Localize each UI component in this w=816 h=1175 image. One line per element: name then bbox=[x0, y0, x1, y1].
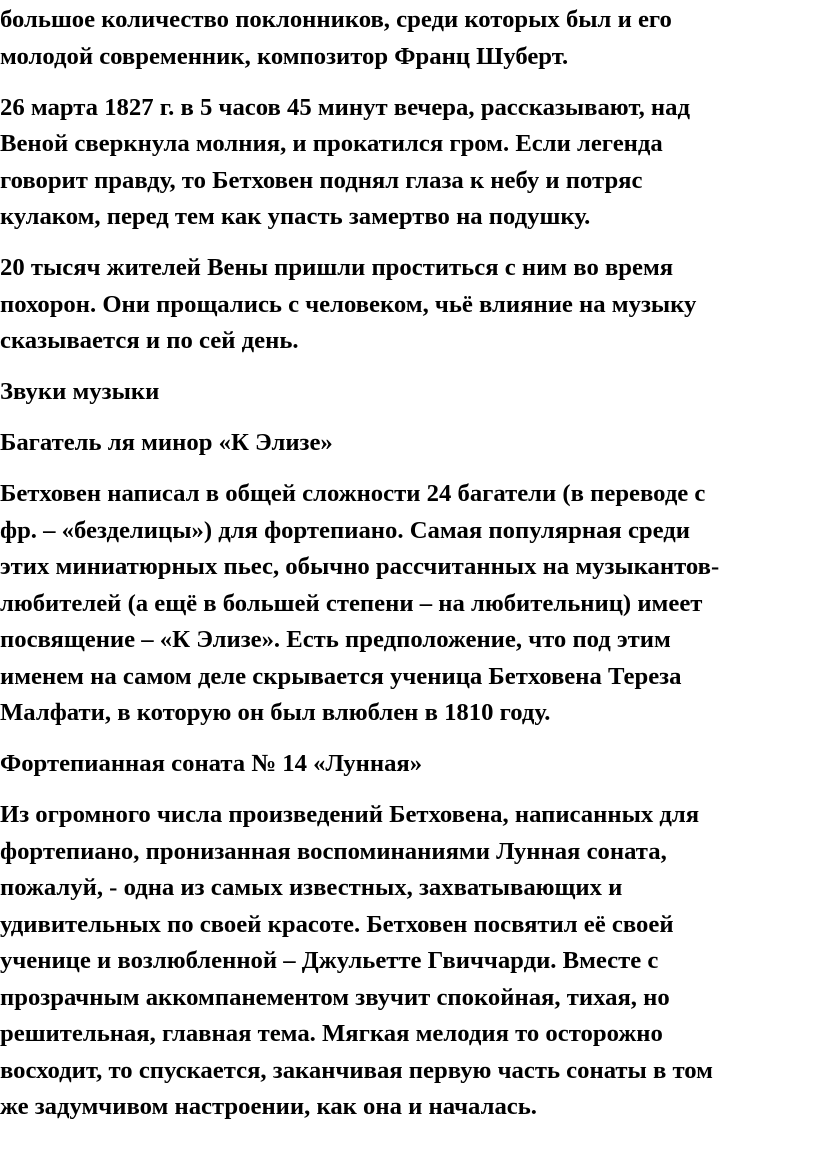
text-line: восходит, то спускается, заканчивая первую часть сонаты в том bbox=[0, 1056, 713, 1084]
document-body bbox=[0, 2, 816, 1126]
text-line: 20 тысяч жителей Вены пришли проститься с ним во время bbox=[0, 254, 674, 281]
text-line: сказывается и по сей день. bbox=[0, 327, 299, 354]
text-line: фортепиано, пронизанная воспоминаниями Лунная соната, bbox=[0, 837, 667, 865]
subheading-fur-elise bbox=[0, 425, 816, 462]
text-line: Малфати, в которую он был влюблен в 1810 году. bbox=[0, 699, 551, 726]
text-line: удивительных по своей красоте. Бетховен посвятил её своей bbox=[0, 910, 674, 938]
text-line: посвящение – «К Элизе». Есть предположение, что под этим bbox=[0, 626, 671, 653]
text-line: говорит правду, то Бетховен поднял глаза к небу и потряс bbox=[0, 166, 643, 194]
text-line: решительная, главная тема. Мягкая мелодия то осторожно bbox=[0, 1020, 663, 1047]
text-line: пожалуй, - одна из самых известных, захватывающих и bbox=[0, 874, 623, 901]
text-line: кулаком, перед тем как упасть замертво на подушку. bbox=[0, 203, 591, 230]
text-line: прозрачным аккомпанементом звучит спокойная, тихая, но bbox=[0, 983, 670, 1011]
text-line: любителей (а ещё в большей степени – на любительниц) имеет bbox=[0, 589, 703, 617]
text-line: Веной сверкнула молния, и прокатился гром. Если легенда bbox=[0, 130, 663, 157]
paragraph-intro-end bbox=[0, 2, 816, 75]
paragraph-bagatelles bbox=[0, 476, 816, 732]
subheading-moonlight-sonata bbox=[0, 746, 816, 783]
paragraph-moonlight-sonata bbox=[0, 797, 816, 1126]
text-line: Звуки музыки bbox=[0, 378, 160, 405]
text-line: похорон. Они прощались с человеком, чьё влияние на музыку bbox=[0, 290, 697, 318]
paragraph-death bbox=[0, 90, 816, 236]
text-line: Бетховен написал в общей сложности 24 багатели (в переводе с bbox=[0, 480, 706, 507]
text-line: Из огромного числа произведений Бетховена, написанных для bbox=[0, 801, 700, 828]
text-line: Багатель ля минор «К Элизе» bbox=[0, 429, 333, 456]
text-line: фр. – «безделицы») для фортепиано. Самая популярная среди bbox=[0, 516, 690, 544]
text-line: этих миниатюрных пьес, обычно рассчитанных на музыкантов- bbox=[0, 553, 720, 580]
text-line: именем на самом деле скрывается ученица Бетховена Тереза bbox=[0, 662, 682, 690]
text-line: же задумчивом настроении, как она и началась. bbox=[0, 1093, 537, 1120]
text-line: Фортепианная соната № 14 «Лунная» bbox=[0, 750, 423, 777]
text-line: большое количество поклонников, среди которых был и его bbox=[0, 6, 672, 33]
section-heading-sounds bbox=[0, 374, 816, 411]
paragraph-funeral bbox=[0, 250, 816, 360]
text-line: молодой современник, композитор Франц Шуберт. bbox=[0, 42, 569, 70]
text-line: 26 марта 1827 г. в 5 часов 45 минут вечера, рассказывают, над bbox=[0, 93, 690, 121]
text-line: ученице и возлюбленной – Джульетте Гвиччарди. Вместе с bbox=[0, 947, 659, 974]
